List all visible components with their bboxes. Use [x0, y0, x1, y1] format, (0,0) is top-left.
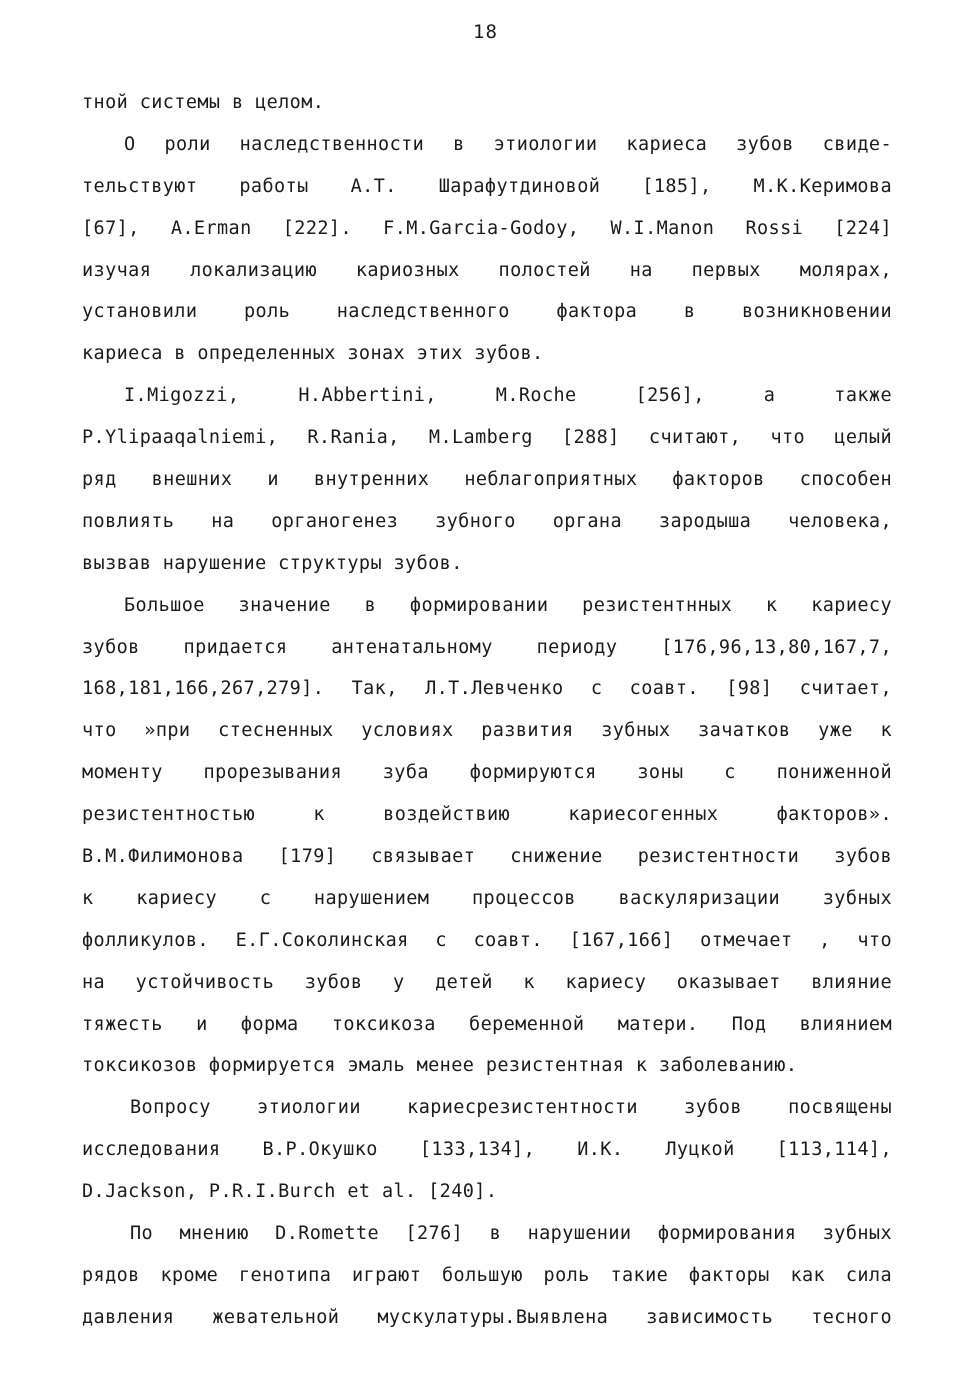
- paragraph-start-line: По мнению D.Romette [276] в нарушении формирования зубных: [130, 1223, 892, 1245]
- text-line: рядов кроме генотипа играют большую роль такие факторы как сила: [82, 1264, 892, 1286]
- text-line: тельствуют работы А.Т. Шарафутдиновой [185], М.К.Керимова: [82, 175, 892, 197]
- text-line: 168,181,166,267,279]. Так, Л.Т.Левченко с соавт. [98] считает,: [82, 678, 892, 700]
- paragraph-start-line: Вопросу этиологии кариесрезистентности зубов посвящены: [130, 1097, 892, 1119]
- text-line: D.Jackson, P.R.I.Burch et al. [240].: [82, 1181, 498, 1203]
- paragraph-start-line: О роли наследственности в этиологии кариеса зубов свиде-: [124, 133, 892, 155]
- text-line: В.М.Филимонова [179] связывает снижение резистентности зубов: [82, 846, 892, 868]
- text-line: вызвав нарушение структуры зубов.: [82, 552, 463, 574]
- text-line: резистентностью к воздействию кариесогенных факторов».: [82, 804, 892, 826]
- text-line: установили роль наследственного фактора в возникновении: [82, 301, 892, 323]
- page-number: 18: [473, 21, 498, 43]
- text-line: ряд внешних и внутренних неблагоприятных факторов способен: [82, 469, 892, 491]
- text-line: зубов придается антенатальному периоду [176,96,13,80,167,7,: [82, 636, 892, 658]
- text-line: изучая локализацию кариозных полостей на первых молярах,: [82, 259, 892, 281]
- paragraph-start-line: I.Migozzi, H.Abbertini, M.Roche [256], а также: [124, 385, 892, 407]
- paragraph-start-line: Большое значение в формировании резистентнных к кариесу: [124, 594, 892, 616]
- text-line: моменту прорезывания зуба формируются зоны с пониженной: [82, 762, 892, 784]
- body-text: [82, 82, 892, 1339]
- text-line: исследования В.Р.Окушко [133,134], И.К. Луцкой [113,114],: [82, 1139, 892, 1161]
- text-line: к кариесу с нарушением процессов васкуляризации зубных: [82, 887, 892, 909]
- text-line: повлиять на органогенез зубного органа зародыша человека,: [82, 510, 892, 532]
- text-line: токсикозов формируется эмаль менее резистентная к заболеванию.: [82, 1055, 798, 1077]
- text-line: кариеса в определенных зонах этих зубов.: [82, 343, 544, 365]
- text-line: что »при стесненных условиях развития зубных зачатков уже к: [82, 720, 892, 742]
- text-line: тяжесть и форма токсикоза беременной матери. Под влиянием: [82, 1013, 892, 1035]
- text-line: давления жевательной мускулатуры.Выявлена зависимость тесного: [82, 1306, 892, 1328]
- text-line: на устойчивость зубов у детей к кариесу оказывает влияние: [82, 971, 892, 993]
- text-line: фолликулов. Е.Г.Соколинская с соавт. [167,166] отмечает , что: [82, 929, 892, 951]
- text-line: тной системы в целом.: [82, 92, 325, 113]
- text-line: P.Ylipaaqalniemi, R.Rania, M.Lamberg [288] считают, что целый: [82, 427, 892, 449]
- text-line: [67], A.Erman [222]. F.M.Garcia-Godoy, W.I.Manon Rossi [224]: [82, 217, 892, 239]
